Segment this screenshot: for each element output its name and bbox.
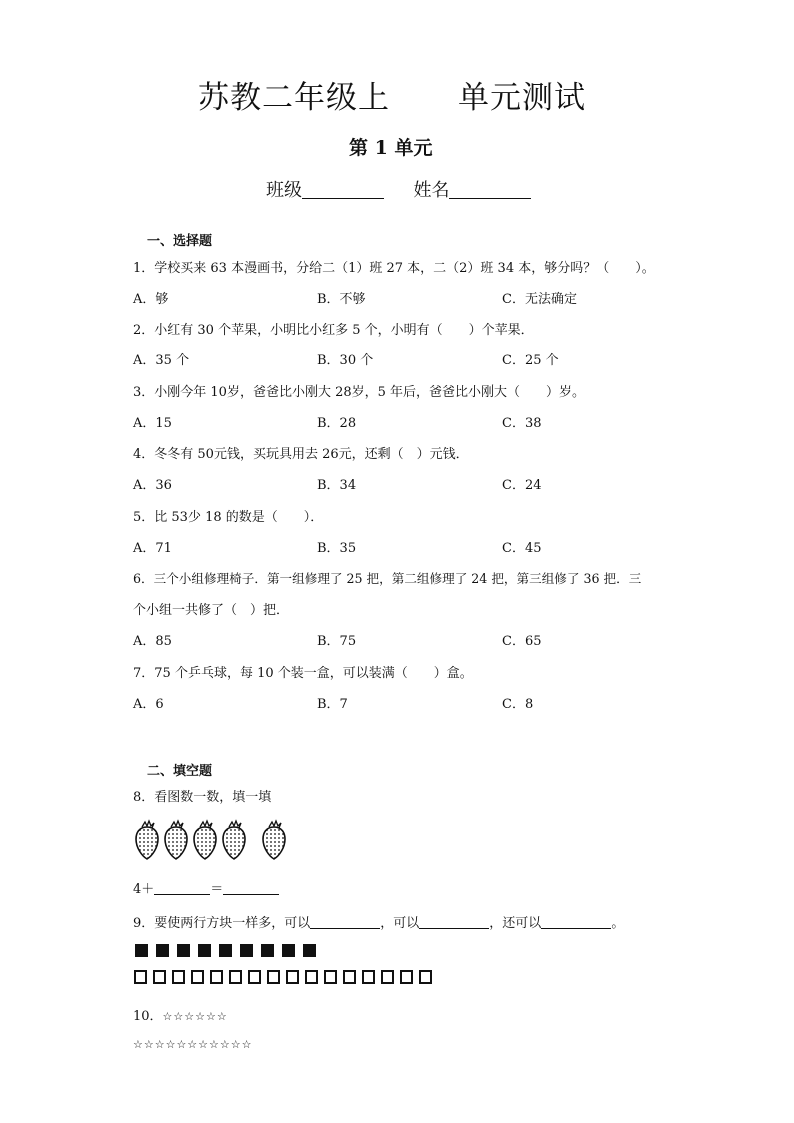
hollow-square-icon (229, 970, 242, 984)
question-8: 8．看图数一数，填一填 (133, 790, 272, 805)
filled-square-icon (303, 944, 316, 957)
strawberry-icon (194, 821, 216, 859)
name-blank[interactable] (449, 180, 531, 199)
hollow-square-icon (381, 970, 394, 984)
hollow-square-icon (191, 970, 204, 984)
q9-part2: ，可以 (380, 916, 420, 931)
option-7c[interactable]: C．8 (502, 697, 534, 712)
hollow-square-icon (400, 970, 413, 984)
option-4a[interactable]: A．36 (133, 478, 172, 493)
question-4: 4．冬冬有 50元钱，买玩具用去 26元，还剩（ ）元钱． (133, 447, 469, 462)
strawberries-image (132, 819, 292, 861)
question-2: 2．小红有 30 个苹果，小明比小红多 5 个，小明有（ ）个苹果． (133, 323, 534, 338)
q9-part3: ，还可以 (489, 916, 542, 931)
option-1a[interactable]: A．够 (133, 292, 169, 307)
question-6-cont: 个小组一共修了（ ）把． (133, 603, 290, 618)
q9-part1: 9．要使两行方块一样多，可以 (133, 916, 311, 931)
question-5: 5．比 53少 18 的数是（ ）． (133, 510, 324, 525)
option-2a[interactable]: A．35 个 (133, 353, 190, 368)
option-3c[interactable]: C．38 (502, 416, 542, 431)
option-6c[interactable]: C．65 (502, 634, 542, 649)
filled-square-icon (219, 944, 232, 957)
option-7b[interactable]: B．7 (317, 697, 348, 712)
question-8-equation (133, 878, 279, 897)
option-6b[interactable]: B．75 (317, 634, 357, 649)
section-heading-choice: 一、选择题 (147, 234, 213, 249)
q10-label: 10． (133, 1009, 163, 1024)
hollow-square-icon (343, 970, 356, 984)
option-5c[interactable]: C．45 (502, 541, 542, 556)
option-3a[interactable]: A．15 (133, 416, 172, 431)
answer-blank[interactable] (310, 915, 380, 929)
class-label: 班级 (266, 180, 302, 201)
question-7: 7．75 个乒乓球，每 10 个装一盒，可以装满（ ）盒。 (133, 666, 473, 681)
filled-square-icon (261, 944, 274, 957)
option-2b[interactable]: B．30 个 (317, 353, 374, 368)
filled-squares-row (135, 942, 324, 961)
answer-blank[interactable] (419, 915, 489, 929)
section-heading-fill: 二、填空题 (147, 764, 213, 779)
page-subtitle: 第 1 单元 (349, 137, 433, 159)
filled-square-icon (282, 944, 295, 957)
filled-square-icon (135, 944, 148, 957)
strawberry-icon (263, 821, 285, 859)
class-blank[interactable] (302, 180, 384, 199)
strawberry-icon (223, 821, 245, 859)
hollow-square-icon (153, 970, 166, 984)
stars-row-2: ☆☆☆☆☆☆☆☆☆☆☆ (133, 1038, 253, 1051)
question-3: 3．小刚今年 10岁，爸爸比小刚大 28岁，5 年后，爸爸比小刚大（ ）岁。 (133, 385, 586, 400)
page-title-right: 单元测试 (458, 80, 586, 116)
eq-equals: ＝ (210, 882, 224, 897)
option-7a[interactable]: A．6 (133, 697, 164, 712)
hollow-square-icon (286, 970, 299, 984)
hollow-square-icon (210, 970, 223, 984)
answer-blank[interactable] (541, 915, 611, 929)
question-6: 6．三个小组修理椅子．第一组修理了 25 把，第二组修理了 24 把，第三组修了 36 把．三 (133, 571, 642, 586)
option-6a[interactable]: A．85 (133, 634, 172, 649)
filled-square-icon (198, 944, 211, 957)
option-4c[interactable]: C．24 (502, 478, 542, 493)
answer-blank[interactable] (154, 881, 210, 895)
hollow-square-icon (324, 970, 337, 984)
hollow-squares-row (134, 969, 438, 988)
strawberry-icon (136, 821, 158, 859)
question-1: 1．学校买来 63 本漫画书，分给二（1）班 27 本，二（2）班 34 本，够分吗？（ ）。 (133, 261, 655, 276)
option-4b[interactable]: B．34 (317, 478, 357, 493)
page-title-left: 苏教二年级上 (198, 80, 390, 116)
question-10 (133, 1005, 228, 1024)
option-1c[interactable]: C．无法确定 (502, 292, 577, 307)
hollow-square-icon (267, 970, 280, 984)
q9-part4: 。 (611, 916, 625, 931)
eq-prefix: 4＋ (133, 882, 155, 897)
stars-row-1: ☆☆☆☆☆☆ (162, 1010, 228, 1023)
filled-square-icon (240, 944, 253, 957)
answer-blank[interactable] (223, 881, 279, 895)
question-9 (133, 912, 624, 931)
option-5b[interactable]: B．35 (317, 541, 357, 556)
hollow-square-icon (134, 970, 147, 984)
option-5a[interactable]: A．71 (133, 541, 172, 556)
hollow-square-icon (305, 970, 318, 984)
option-2c[interactable]: C．25 个 (502, 353, 559, 368)
filled-square-icon (177, 944, 190, 957)
hollow-square-icon (362, 970, 375, 984)
hollow-square-icon (419, 970, 432, 984)
strawberry-icon (165, 821, 187, 859)
option-1b[interactable]: B．不够 (317, 292, 366, 307)
hollow-square-icon (172, 970, 185, 984)
hollow-square-icon (248, 970, 261, 984)
class-field (266, 176, 531, 202)
name-label: 姓名 (413, 180, 450, 201)
option-3b[interactable]: B．28 (317, 416, 357, 431)
filled-square-icon (156, 944, 169, 957)
